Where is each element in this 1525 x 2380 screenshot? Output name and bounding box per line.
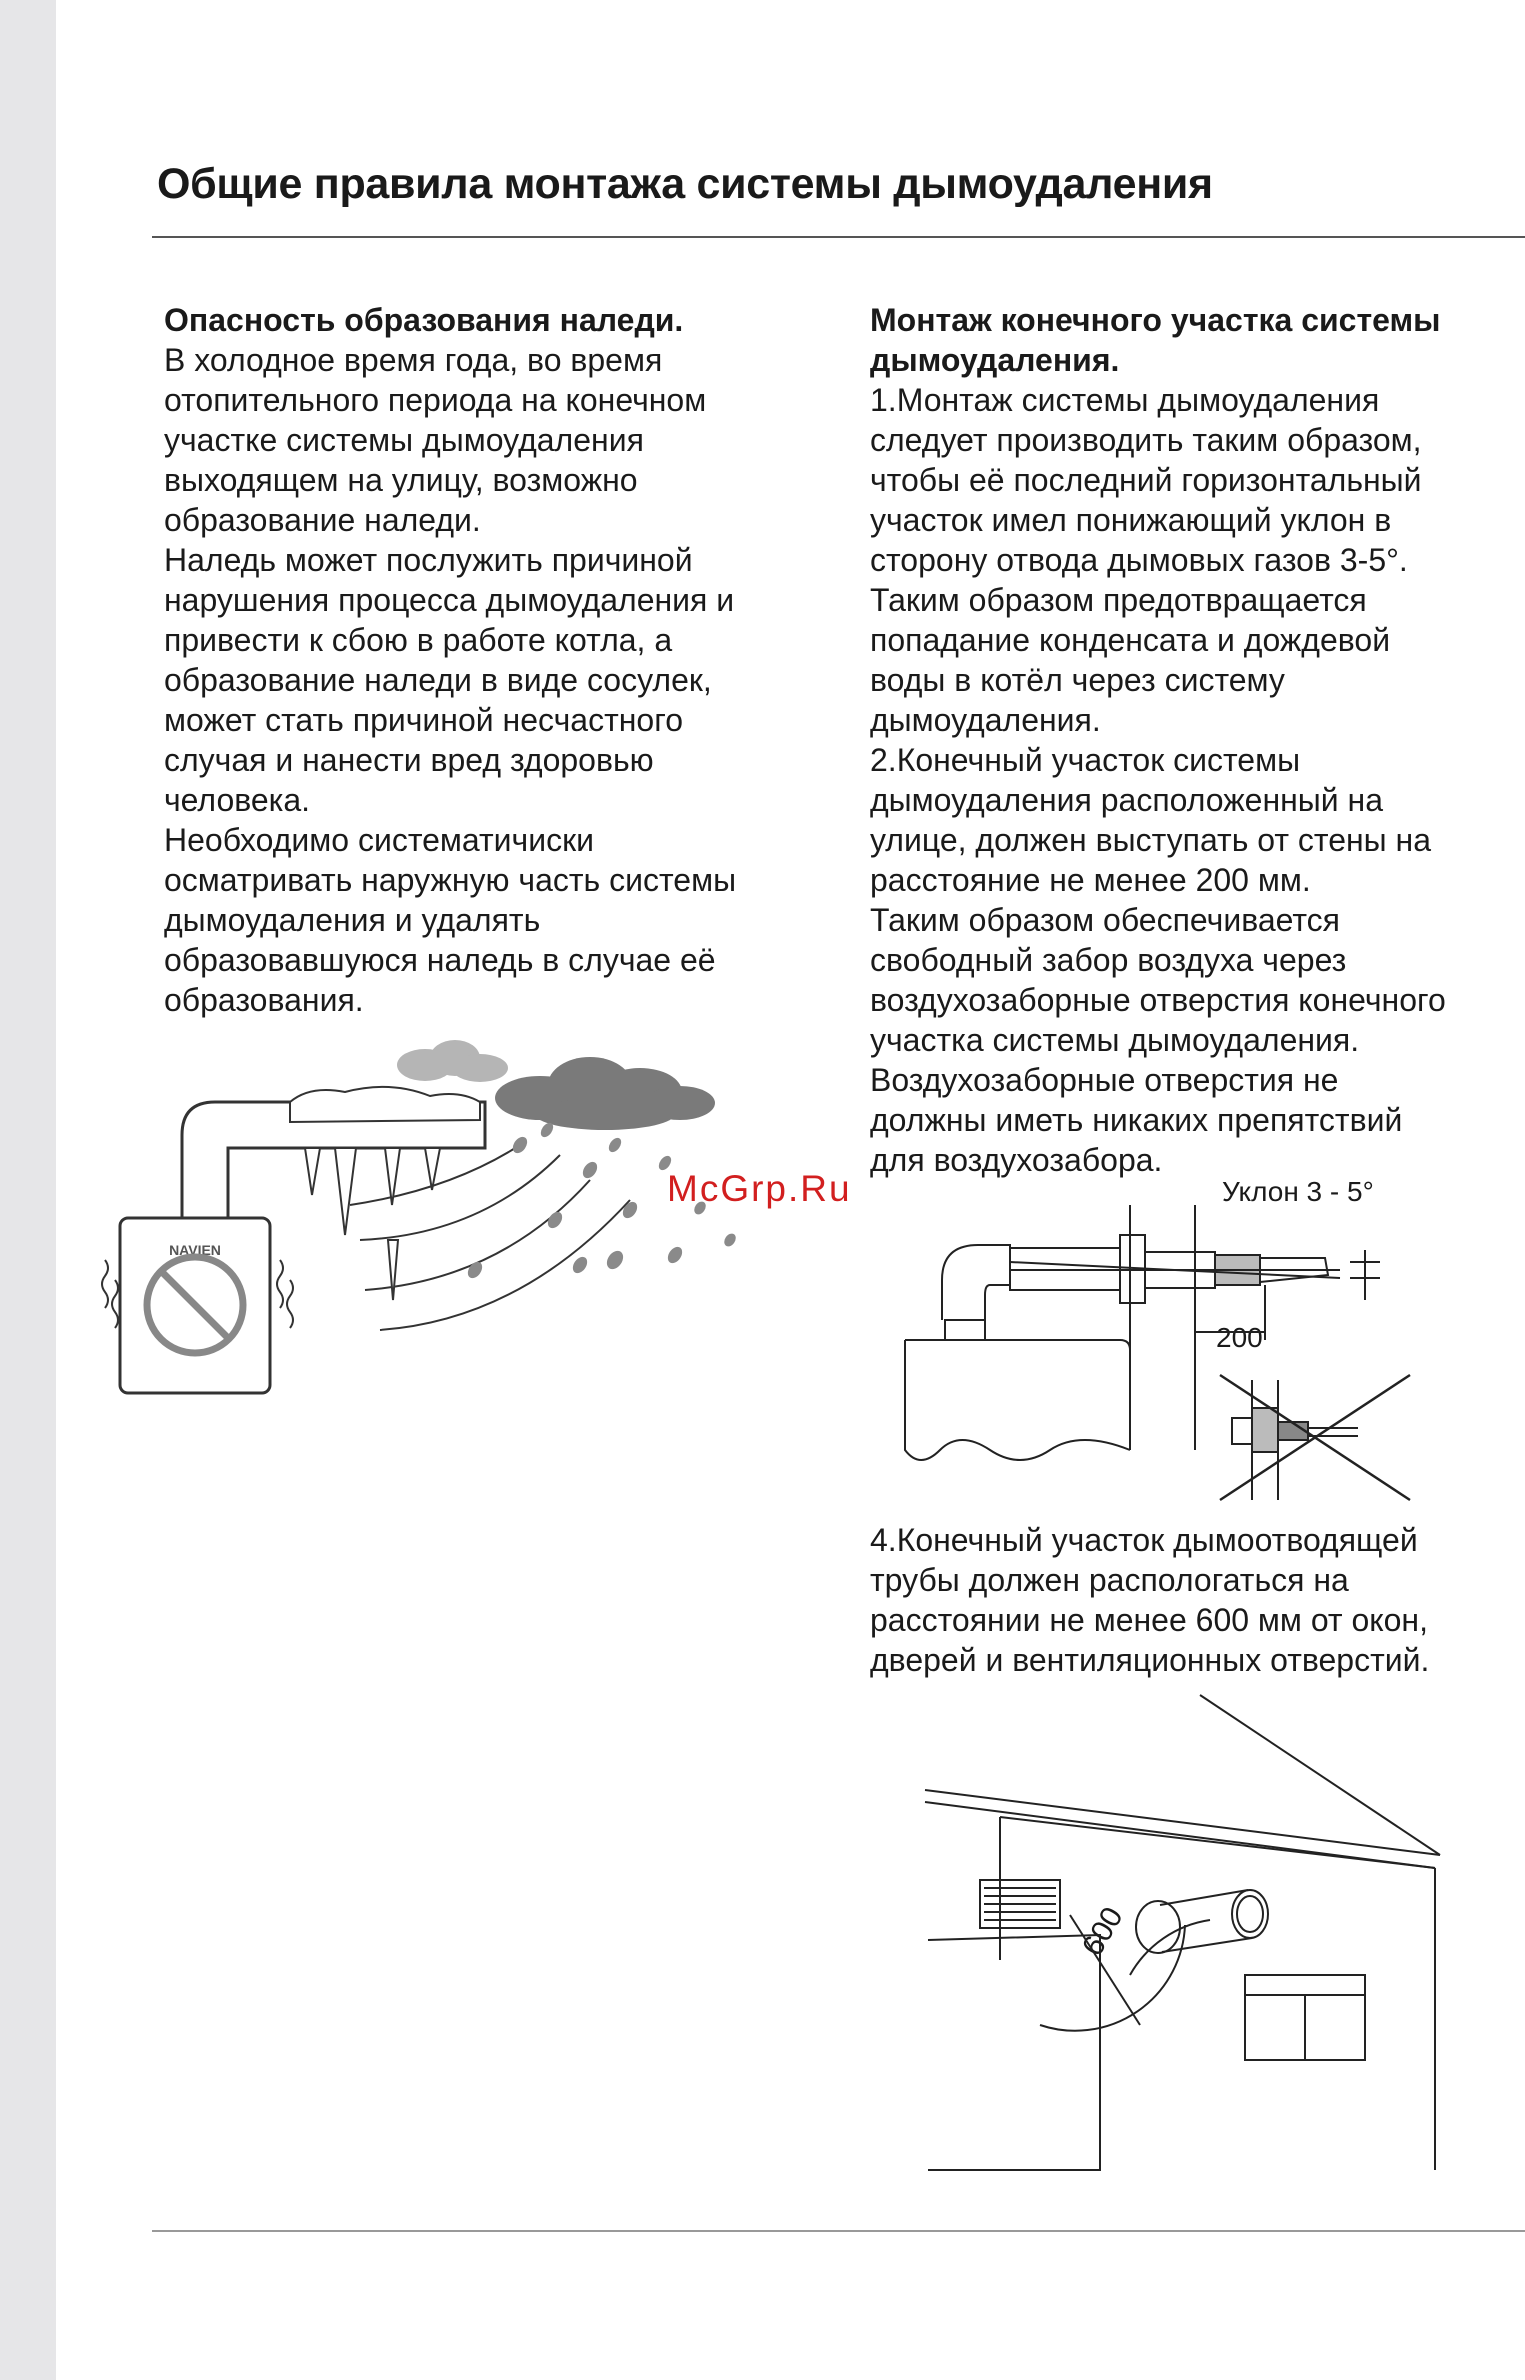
left-paragraph-2: Наледь может послужить причиной нарушения процесса дымоудаления и привести к сбою в работе котла, а образование наледи в виде сосулек, может стать причиной несчастного случая и нанести вред здоровью человека.: [164, 542, 735, 818]
right-paragraph-3: 2.Конечный участок системы дымоудаления расположенный на улице, должен выступать от стены на расстояние не менее 200 мм.: [870, 742, 1432, 898]
watermark: McGrp.Ru: [667, 1168, 852, 1209]
slope-figure: [880, 1200, 1520, 1520]
title-divider: [152, 236, 1525, 238]
right-column: [870, 300, 1452, 1180]
cloud-light: [397, 1040, 508, 1082]
right-heading: Монтаж конечного участка системы дымоудаления.: [870, 302, 1441, 378]
right-paragraph-1: 1.Монтаж системы дымоудаления следует производить таким образом, чтобы её последний горизонтальный участок имел понижающий уклон в сторону отвода дымовых газов 3-5°.: [870, 382, 1422, 578]
boiler-brand-label: NAVIEN: [169, 1242, 221, 1258]
left-paragraph-3: Необходимо систематичиски осматривать наружную часть системы дымоудаления и удалять образовавшуюся наледь в случае её образования.: [164, 822, 737, 1018]
cloud-dark: [495, 1057, 715, 1130]
icing-illustration: [160, 1030, 740, 1390]
side-strip: [0, 0, 56, 2380]
left-paragraph-1: В холодное время года, во время отопительного периода на конечном участке системы дымоудаления выходящем на улицу, возможно образование наледи.: [164, 342, 707, 538]
distance-200-label: 200: [1216, 1322, 1263, 1353]
distance-600-label: 600: [1076, 1901, 1130, 1962]
footer-divider: [152, 2230, 1525, 2232]
clearance-figure: [900, 1690, 1500, 2190]
slope-label: Уклон 3 - 5°: [1222, 1176, 1374, 1207]
page-title: Общие правила монтажа системы дымоудаления: [157, 160, 1213, 208]
left-column: [164, 300, 744, 1020]
incorrect-installation: [1220, 1375, 1410, 1500]
right-paragraph-2: Таким образом предотвращается попадание конденсата и дождевой воды в котёл через систему дымоудаления.: [870, 582, 1391, 738]
right-paragraph-5: Воздухозаборные отверстия не должны иметь никаких препятствий для воздухозабора.: [870, 1062, 1403, 1178]
left-heading: Опасность образования наледи.: [164, 302, 684, 338]
paragraph-4-block: [870, 1520, 1452, 1680]
right-paragraph-6: 4.Конечный участок дымоотводящей трубы должен распологаться на расстоянии не менее 600 мм от окон, дверей и вентиляционных отверстий.: [870, 1522, 1430, 1678]
right-paragraph-4: Таким образом обеспечивается свободный забор воздуха через воздухозаборные отверстия конечного участка системы дымоудаления.: [870, 902, 1446, 1058]
